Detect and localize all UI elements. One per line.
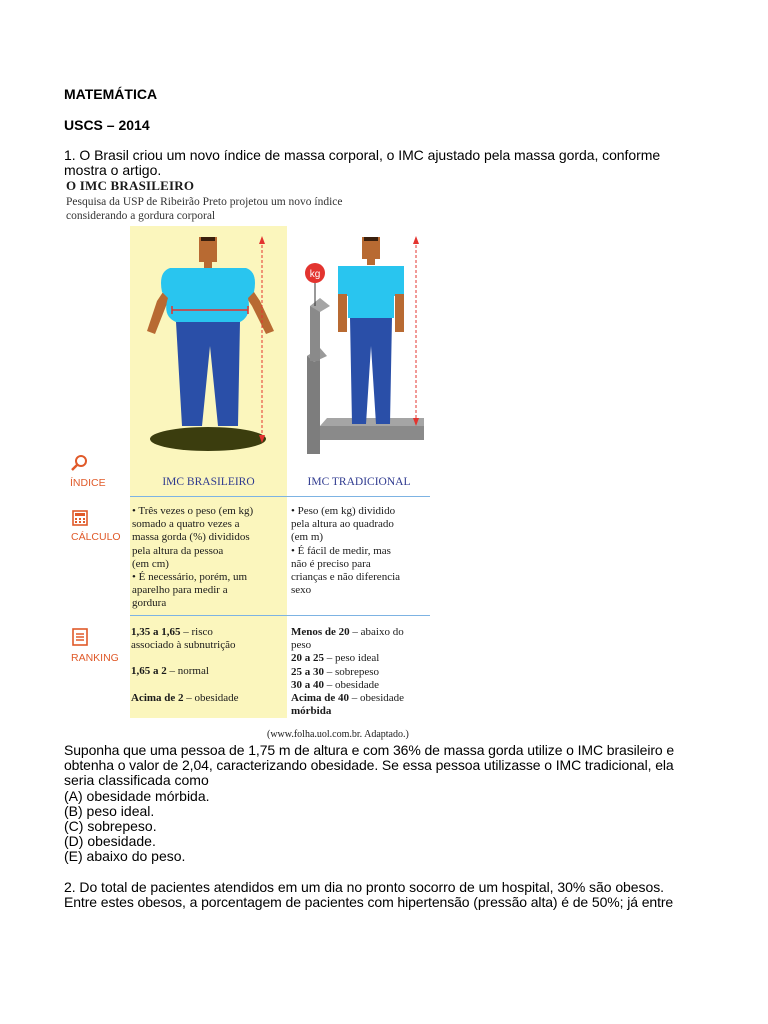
q2-text: [64, 880, 696, 910]
rank-brasileiro: [131, 626, 286, 705]
calc-line: massa gorda (%) divididos: [132, 531, 250, 544]
q1-intro: [64, 148, 694, 178]
rank-item: [291, 692, 431, 705]
calc-line: pela altura ao quadrado: [291, 518, 394, 531]
rank-desc: – sobrepeso: [324, 665, 379, 678]
calc-line: pela altura da pessoa: [132, 544, 224, 557]
rank-item: [291, 666, 431, 679]
rank-range: 20 a 25: [291, 652, 324, 665]
infographic-source: (www.folha.uol.com.br. Adaptado.): [267, 729, 409, 740]
q2-line: Entre estes obesos, a porcentagem de pacientes com hipertensão (pressão alta) é de 50%; já entre: [64, 894, 674, 910]
figures-illustration: [62, 226, 432, 456]
subject-heading: MATEMÁTICA: [64, 86, 158, 102]
option-b: (B) peso ideal.: [64, 803, 155, 819]
calc-line: crianças e não diferencia: [291, 571, 401, 584]
option-a: (A) obesidade mórbida.: [64, 788, 210, 804]
calculator-icon: [72, 510, 88, 526]
rank-range: Menos de 20: [291, 626, 350, 638]
rank-desc: mórbida: [291, 705, 332, 718]
rank-desc: – abaixo do: [349, 626, 404, 638]
rank-desc: – normal: [166, 665, 209, 678]
rank-range: Acima de 40: [291, 692, 350, 705]
calc-tradicional: [291, 505, 431, 597]
row-label-ranking: RANKING: [71, 652, 119, 664]
rank-range: 25 a 30: [291, 665, 324, 678]
infographic-title: O IMC BRASILEIRO: [66, 178, 195, 193]
rank-item: [291, 652, 431, 665]
q1-body-line: seria classificada como: [64, 772, 209, 788]
magnifier-icon: [71, 455, 89, 471]
infographic-subtitle: [66, 195, 343, 223]
option-d: (D) obesidade.: [64, 833, 156, 849]
calc-line: (em cm): [132, 557, 169, 570]
rank-desc: – peso ideal: [324, 652, 380, 665]
calc-line: • É fácil de medir, mas: [291, 544, 391, 557]
calc-line: • É necessário, porém, um: [132, 571, 248, 584]
exam-heading: USCS – 2014: [64, 117, 150, 133]
q1-intro-line: 1. O Brasil criou um novo índice de massa corporal, o IMC ajustado pela massa gorda, conforme: [64, 147, 661, 163]
rank-range: 1,35 a 1,65: [131, 626, 181, 638]
calc-line: não é preciso para: [291, 557, 371, 570]
row-divider: [130, 496, 430, 497]
q1-intro-line: mostra o artigo.: [64, 162, 162, 178]
row-label-indice: ÍNDICE: [70, 477, 106, 489]
imc-infographic: [62, 178, 432, 744]
rank-item: [131, 639, 286, 652]
calc-line: • Três vezes o peso (em kg): [132, 505, 254, 517]
calc-line: • Peso (em kg) dividido: [291, 505, 396, 517]
kg-label: kg: [309, 269, 321, 280]
calc-line: (em m): [291, 531, 324, 544]
q1-options: [64, 789, 210, 864]
col-head-tradicional: IMC TRADICIONAL: [307, 476, 411, 488]
row-divider: [130, 615, 430, 616]
option-c: (C) sobrepeso.: [64, 818, 157, 834]
q1-body: [64, 743, 696, 788]
rank-item: [131, 626, 286, 639]
rank-desc: peso: [291, 639, 312, 652]
rank-range: Acima de 2: [131, 691, 184, 704]
infographic-subtitle-line: Pesquisa da USP de Ribeirão Preto projetou um novo índice: [66, 196, 343, 208]
calc-line: sexo: [291, 584, 312, 597]
rank-item: [291, 626, 431, 639]
q1-body-line: Suponha que uma pessoa de 1,75 m de altura e com 36% de massa gorda utilize o IMC brasileiro e: [64, 742, 675, 758]
scale-person-figure: [305, 236, 424, 454]
rank-item: [291, 679, 431, 692]
rank-item: [291, 639, 431, 652]
q1-body-line: obtenha o valor de 2,04, caracterizando obesidade. Se essa pessoa utilizasse o IMC tradicional, ela: [64, 757, 674, 773]
rank-range: 1,65 a 2: [131, 665, 167, 678]
rank-desc: associado à subnutrição: [131, 639, 236, 652]
rank-desc: – obesidade: [183, 691, 239, 704]
rank-tradicional: [291, 626, 431, 718]
rank-range: 30 a 40: [291, 678, 324, 691]
rank-item: [131, 692, 286, 705]
infographic-subtitle-line: considerando a gordura corporal: [66, 210, 216, 222]
col-head-brasileiro: IMC BRASILEIRO: [162, 476, 255, 488]
row-label-calculo: CÁLCULO: [71, 531, 121, 543]
rank-desc: – risco: [180, 626, 213, 638]
calc-line: aparelho para medir a: [132, 584, 228, 597]
option-e: (E) abaixo do peso.: [64, 848, 186, 864]
calc-line: gordura: [132, 597, 167, 610]
fat-person-figure: [147, 236, 274, 451]
rank-desc: – obesidade: [324, 678, 379, 691]
rank-desc: – obesidade: [349, 692, 405, 705]
q2-line: 2. Do total de pacientes atendidos em um dia no pronto socorro de um hospital, 30% são obesos.: [64, 879, 665, 895]
rank-item: [131, 665, 286, 678]
calc-brasileiro: [132, 505, 287, 611]
rank-item: [291, 705, 431, 718]
list-icon: [72, 628, 88, 646]
calc-line: somado a quatro vezes a: [132, 518, 240, 531]
